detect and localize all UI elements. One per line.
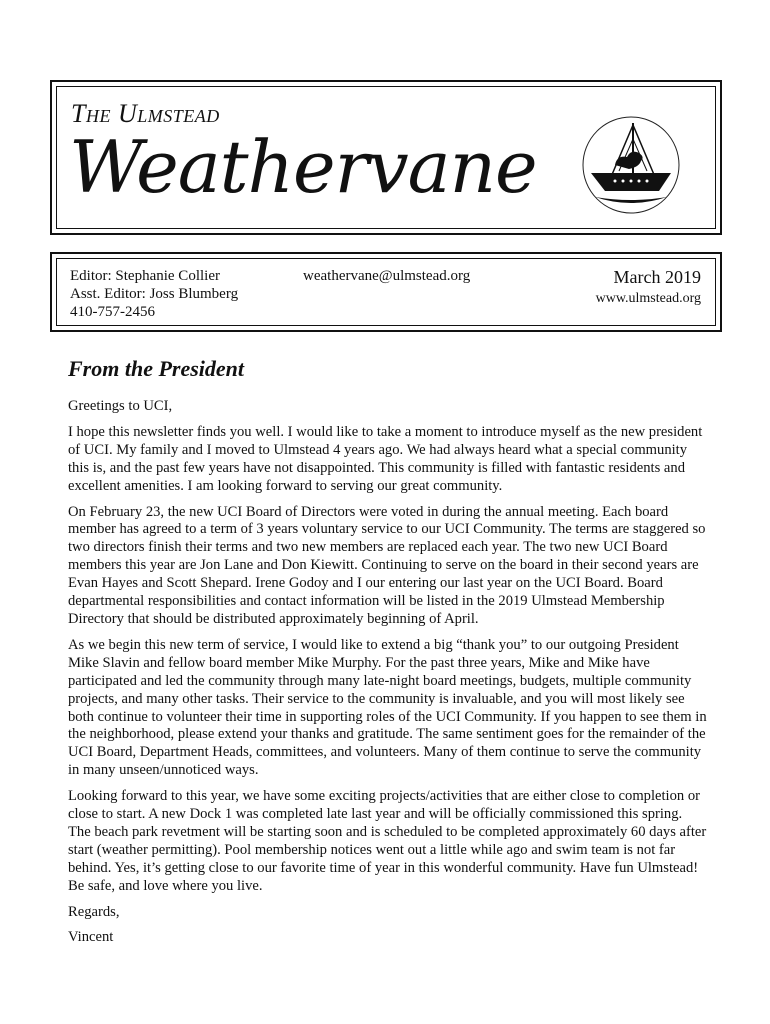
editor-info-inner-border <box>56 258 716 326</box>
newsletter-title: Weathervane <box>69 125 537 209</box>
article-paragraph: I hope this newsletter finds you well. I would like to take a moment to introduce myself as the new president of UCI. My family and I moved to Ulmstead 4 years ago. We had always heard what a special community this is, and the past few years have not disappointed. This community is filled with fantastic residents and excellent amenities. I am looking forward to serving our great community. <box>68 423 703 494</box>
editor-contacts <box>70 267 238 321</box>
article-signature: Vincent <box>68 929 114 946</box>
masthead-prefix: The Ulmstead <box>71 99 220 128</box>
editor-info-box <box>50 252 722 332</box>
article-heading: From the President <box>68 356 245 381</box>
contact-email: weathervane@ulmstead.org <box>303 268 471 284</box>
sailboat-duck-logo-icon <box>581 115 681 215</box>
article-closing: Regards, <box>68 903 120 920</box>
editor-name: Editor: Stephanie Collier <box>70 268 220 284</box>
article-paragraph: Looking forward to this year, we have some exciting projects/activities that are either close to completion or close to start. A new Dock 1 was completed late last year and will be officially commissioned this spring. The beach park revetment will be starting soon and is scheduled to be completed approximately 60 days after start (weather permitting). Pool membership notices went out a little while ago and swim team is not far behind. Yes, it’s getting close to our favorite time of year in this wonderful community. Have fun Ulmstead! Be safe, and love where you live. <box>68 788 707 894</box>
masthead-inner-border <box>56 86 716 229</box>
article-paragraph: On February 23, the new UCI Board of Directors were voted in during the annual meeting. Each board member has agreed to a term of 3 years voluntary service to our UCI Community. The terms are staggered so two directors finish their terms and two new members are replaced each year. The two new UCI Board members this year are Jon Lane and Don Kiewitt. Continuing to serve on the board in their second years are Evan Hayes and Scott Shepard. Irene Godoy and I our entering our last year on the UCI Board. Board departmental responsibilities and contact information will be listed in the 2019 Ulmstead Membership Directory that should be distributed approximately beginning of April. <box>68 503 706 627</box>
article-paragraph: As we begin this new term of service, I would like to extend a big “thank you” to our outgoing President Mike Slavin and fellow board member Mike Murphy. For the past three years, Mike and Mike have participated and led the community through many late-night board meetings, budgets, multiple community projects, and many other tasks. Their service to the community is invaluable, and you will most likely see both continue to volunteer their time in supporting roles of the UCI Community. If you happen to see them in the neighborhood, please extend your thanks and gratitude. The same sentiment goes for the remainder of the UCI Board, Department Heads, committees, and volunteers. Many of them continue to serve the community in many unseen/unnoticed ways. <box>68 636 707 779</box>
website-url: www.ulmstead.org <box>595 291 701 306</box>
phone-number: 410-757-2456 <box>70 304 155 320</box>
asst-editor-name: Asst. Editor: Joss Blumberg <box>70 286 239 302</box>
article-greeting: Greetings to UCI, <box>68 398 173 414</box>
issue-date: March 2019 <box>613 267 701 287</box>
president-article <box>68 356 708 955</box>
masthead <box>50 80 722 235</box>
